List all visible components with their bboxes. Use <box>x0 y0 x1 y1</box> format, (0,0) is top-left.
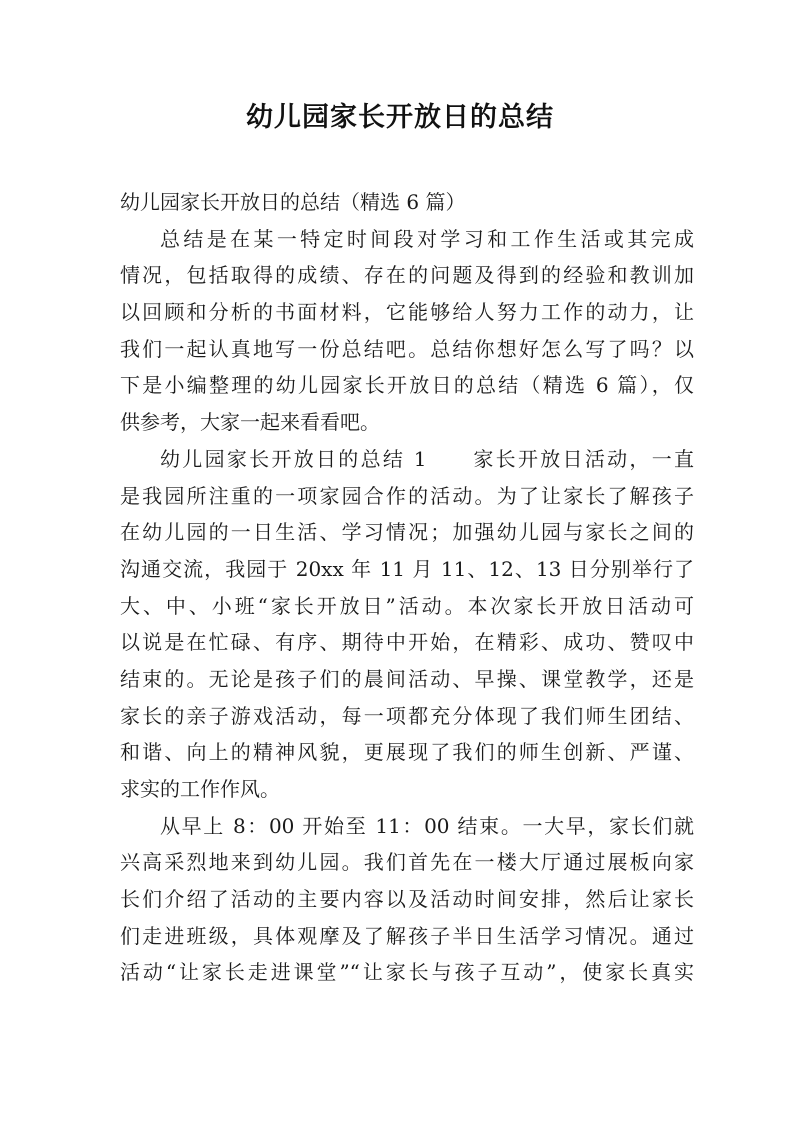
body-text-line: 总结是在某一特定时间段对学习和工作生活或其完成 <box>160 226 694 251</box>
body-text-line: 结束的。无论是孩子们的晨间活动、早操、课堂教学，还是 <box>120 666 694 691</box>
body-text-line: 幼儿园家长开放日的总结 1 家长开放日活动，一直 <box>160 446 694 471</box>
body-text-line: 下是小编整理的幼儿园家长开放日的总结（精选 6 篇），仅 <box>120 373 694 398</box>
body-text-line: 大、中、小班“家长开放日”活动。本次家长开放日活动可 <box>120 593 694 618</box>
body-text-line: 沟通交流，我园于 20xx 年 11 月 11、12、13 日分别举行了 <box>120 556 694 581</box>
body-text-line: 在幼儿园的一日生活、学习情况；加强幼儿园与家长之间的 <box>120 520 694 545</box>
body-text-line: 长们介绍了活动的主要内容以及活动时间安排，然后让家长 <box>120 887 694 912</box>
body-text-line: 家长的亲子游戏活动，每一项都充分体现了我们师生团结、 <box>120 703 694 728</box>
body-text-line: 情况，包括取得的成绩、存在的问题及得到的经验和教训加 <box>120 263 694 288</box>
body-text-line: 兴高采烈地来到幼儿园。我们首先在一楼大厅通过展板向家 <box>120 850 694 875</box>
body-text-line: 供参考，大家一起来看看吧。 <box>120 410 380 435</box>
body-text-line: 是我园所注重的一项家园合作的活动。为了让家长了解孩子 <box>120 483 694 508</box>
body-text-line: 和谐、向上的精神风貌，更展现了我们的师生创新、严谨、 <box>120 740 694 765</box>
body-text-line: 我们一起认真地写一份总结吧。总结你想好怎么写了吗？以 <box>120 336 694 361</box>
body-text-line: 活动“让家长走进课堂”“让家长与孩子互动”，使家长真实 <box>120 960 694 985</box>
body-text-line: 以说是在忙碌、有序、期待中开始，在精彩、成功、赞叹中 <box>120 630 694 655</box>
document-body <box>120 184 694 991</box>
body-text-line: 以回顾和分析的书面材料，它能够给人努力工作的动力，让 <box>120 300 694 325</box>
body-text-line: 们走进班级，具体观摩及了解孩子半日生活学习情况。通过 <box>120 923 694 948</box>
body-text-line: 从早上 8：00 开始至 11：00 结束。一大早，家长们就 <box>160 813 694 838</box>
body-text-line: 求实的工作作风。 <box>120 777 280 801</box>
document-title: 幼儿园家长开放日的总结 <box>246 102 554 133</box>
body-text-line: 幼儿园家长开放日的总结（精选 6 篇） <box>120 190 466 214</box>
